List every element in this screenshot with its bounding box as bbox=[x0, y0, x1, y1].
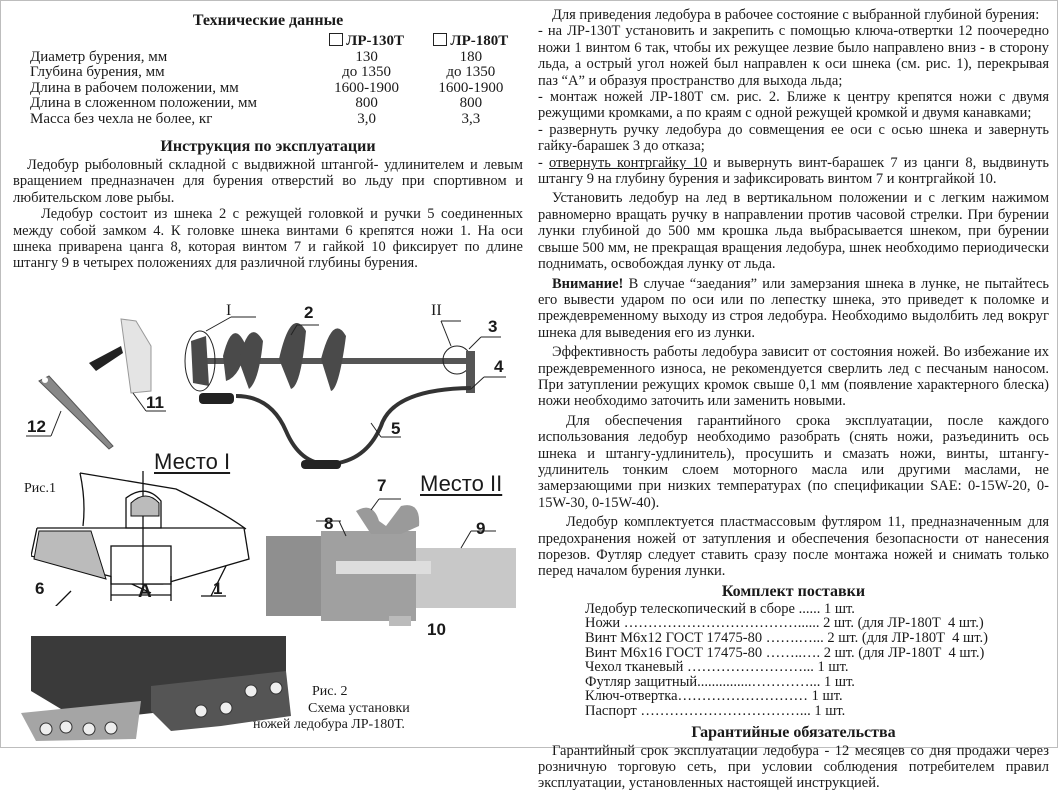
instructions-paragraph-2: Ледобур состоит из шнека 2 с режущей головкой и ручки 5 соединенных между собой замком 4. К головке шнека винтами 6 крепятся ножи 1. На оси шнека приварена цанга 8, которая винтом 7 и гайкой 10 фиксирует по длине штангу 9 в четырех положениях для различной глубины бурения. bbox=[13, 206, 523, 272]
label-5: 5 bbox=[391, 419, 401, 438]
tech-data-title: Технические данные bbox=[192, 12, 344, 29]
left-column bbox=[13, 7, 523, 272]
spec-row: Диаметр бурения, мм 130 180 bbox=[30, 48, 483, 65]
underlined-step: отвернуть контргайку 10 bbox=[549, 154, 708, 171]
label-groove-A: A bbox=[138, 581, 152, 602]
label-11: 11 bbox=[146, 393, 164, 412]
fig2-caption-line2: ножей ледобура ЛР-180Т. bbox=[253, 717, 405, 732]
kit-item: Ледобур телескопический в сборе ...... 1 шт. bbox=[585, 600, 855, 617]
wing-nut-icon bbox=[356, 505, 419, 534]
key-screwdriver-icon bbox=[39, 376, 113, 449]
fig2-number: Рис. 2 bbox=[312, 684, 348, 699]
label-12: 12 bbox=[27, 417, 46, 436]
label-10: 10 bbox=[427, 620, 446, 639]
fig2-caption-line1: Схема установки bbox=[308, 701, 410, 716]
maintenance-paragraph: Для обеспечения гарантийного срока эксплуатации, после каждого использования ледобур необходимо разобрать (снять ножи, разъединить ось шнека и штангу-удлинитель), просушить и смазать ножи, винты, штангу-удлинитель тонким слоем моторного масла или другими маслами, не замерзающими при низких температурах (по спецификации SAE: 0-15W-20, 0-15W-30, 0-15W-40). bbox=[538, 412, 1049, 511]
prep-step-180t: - монтаж ножей ЛР-180Т см. рис. 2. Ближе к центру крепятся ножи с двумя режущими кромками, а по краям с одной режущей кромкой и двумя канавками; bbox=[538, 89, 1049, 122]
warning-paragraph: Внимание! В случае “заедания” или замерзания шнека в лунке, не пытайтесь его вывести ударом по оси или по лепестку шнека, это приведет к поломке и преждевременному выходу из строя ледобура. Необходимо выдолбить лед вокруг шнека для выведения его из лунки. bbox=[538, 275, 1049, 341]
knives-paragraph: Эффективность работы ледобура зависит от состояния ножей. Во избежание их преждевременного износа, не рекомендуется сверлить лед с песчаным наносом. При затуплении режущих кромок свыше 0,1 мм (появление характерного блеска) ножи необходимо заточить или заменить новыми. bbox=[538, 344, 1049, 410]
kit-item: Винт М6х16 ГОСТ 17475-80 ……..…. 2 шт. (для ЛР-180Т 4 шт.) bbox=[585, 644, 985, 661]
label-detail-I: I bbox=[226, 302, 232, 319]
tech-spec-table bbox=[13, 33, 523, 127]
label-8: 8 bbox=[324, 514, 334, 533]
kit-item: Паспорт ……………………………... 1 шт. bbox=[585, 702, 846, 719]
prep-step-130t: - на ЛР-130Т установить и закрепить с помощью ключа-отвертки 12 поочередно ножи 1 винтом 6 так, чтобы их режущее лезвие было направлено вниз - в сторону льда, а острый угол ножей был направлен к оси шнека (см. рис. 1), перекрывая паз “А” и образуя пространство для выхода льда; bbox=[538, 23, 1049, 89]
detail-II-photo bbox=[261, 496, 523, 626]
spec-row: Глубина бурения, мм до 1350 до 1350 bbox=[30, 64, 496, 80]
prep-step-handle: - развернуть ручку ледобура до совмещения ее оси с осью шнека и завернуть гайку-барашек 3 до отказа; bbox=[538, 121, 1049, 155]
kit-item: Винт М6х12 ГОСТ 17475-80 …….…... 2 шт. (для ЛР-180Т 4 шт.) bbox=[585, 630, 988, 646]
label-4: 4 bbox=[494, 357, 504, 376]
prep-step-extension: - отвернуть контргайку 10 и вывернуть винт-барашек 7 из цанги 8, выдвинуть штангу 9 на глубину бурения и зафиксировать винтом 7 и контргайкой 10. bbox=[538, 154, 1049, 188]
fig1-caption: Рис.1 bbox=[24, 481, 56, 496]
label-6: 6 bbox=[35, 579, 45, 598]
ice-auger-figure bbox=[1, 301, 531, 471]
detail-II-title: Место II bbox=[420, 471, 503, 496]
checkbox-icon[interactable] bbox=[329, 33, 343, 46]
right-column bbox=[538, 7, 1049, 792]
crank-handle bbox=[236, 388, 471, 464]
instructions-title: Инструкция по эксплуатации bbox=[160, 138, 376, 155]
spec-row: Масса без чехла не более, кг 3,0 3,3 bbox=[30, 110, 481, 127]
kit-title: Комплект поставки bbox=[721, 582, 866, 600]
spec-header-row bbox=[13, 33, 523, 50]
warranty-title: Гарантийные обязательства bbox=[691, 723, 896, 741]
knives-install-photo bbox=[21, 631, 291, 741]
warranty-text: Гарантийный срок эксплуатации ледобура - 12 месяцев со дня продажи через розничную торговую сеть, при условии соблюдения потребителем правил эксплуатации, установленных настоящей инструкцией. bbox=[538, 742, 1049, 792]
kit-item: Ключ-отвертка……………………… 1 шт. bbox=[585, 688, 843, 705]
warning-label: Внимание! bbox=[552, 275, 624, 292]
checkbox-icon[interactable] bbox=[433, 33, 447, 46]
label-9: 9 bbox=[476, 519, 486, 538]
model-180t-header: ЛР-180Т bbox=[419, 33, 523, 50]
label-2: 2 bbox=[304, 303, 314, 322]
prep-intro: Для приведения ледобура в рабочее состояние с выбранной глубиной бурения: bbox=[552, 7, 1040, 23]
kit-item: Ножи ………………………………...... 2 шт. (для ЛР-180Т 4 шт.) bbox=[585, 615, 984, 632]
knife-cover-icon bbox=[89, 319, 151, 393]
kit-item: Футляр защитный...............…………... 1 шт. bbox=[585, 673, 855, 690]
spec-row: Длина в рабочем положении, мм 1600-1900 1600-1900 bbox=[30, 79, 504, 96]
drilling-paragraph: Установить ледобур на лед в вертикальном положении и с легким нажимом равномерно вращать ручку в направлении против часовой стрелки. При бурении лунки глубиной до 500 мм крошка льда выбрасывается шнеком, при бурении свыше 500 мм, не прекращая вращения ледобура, шнек необходимо периодически поднимать, освобождая лунку от льда. bbox=[538, 190, 1049, 273]
label-3: 3 bbox=[488, 317, 498, 336]
label-1: 1 bbox=[213, 579, 223, 598]
label-7: 7 bbox=[377, 476, 387, 495]
kit-item: Чехол тканевый ……………………... 1 шт. bbox=[585, 659, 849, 676]
model-130t-header: ЛР-130Т bbox=[314, 33, 418, 50]
detail-I-title: Место I bbox=[154, 449, 231, 474]
auger-flights bbox=[191, 323, 346, 391]
label-detail-II: II bbox=[431, 302, 442, 319]
kit-list bbox=[585, 602, 1049, 719]
case-paragraph: Ледобур комплектуется пластмассовым футляром 11, предназначенным для предохранения ножей от затупления и обеспечения безопасности от нанесения порезов. Футляр следует ставить сразу после монтажа ножей и снимать только перед началом бурения лунки. bbox=[538, 514, 1049, 580]
spec-row: Длина в сложенном положении, мм 800 800 bbox=[30, 95, 483, 111]
instructions-paragraph-1: Ледобур рыболовный складной с выдвижной штангой- удлинителем и левым вращением предназначен для бурения отверстий во льду при спортивном и любительском лове рыбы. bbox=[13, 157, 523, 206]
